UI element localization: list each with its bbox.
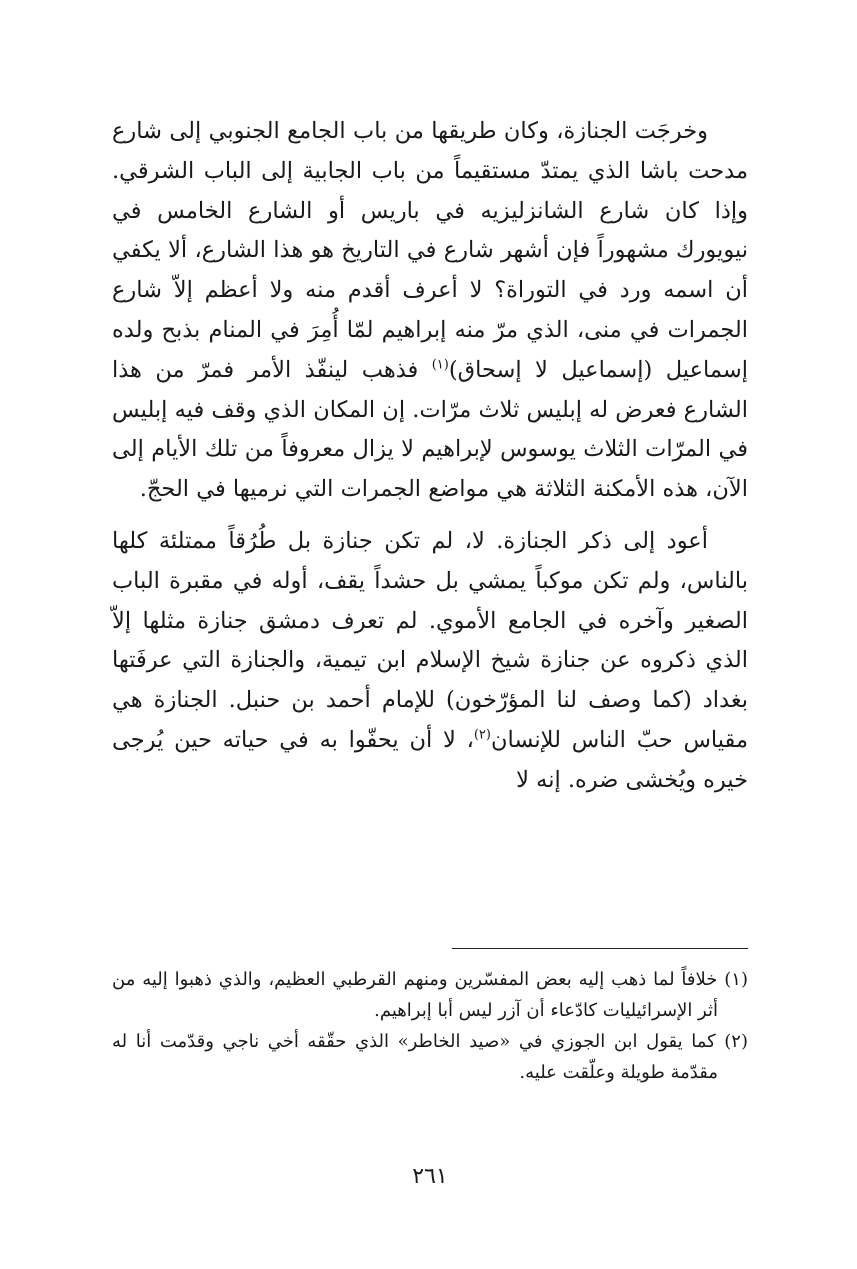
paragraph-2-text: أعود إلى ذكر الجنازة. لا، لم تكن جنازة بل طُرُقاً ممتلئة كلها بالناس، ولم تكن موكباً يمشي بل حشداً يقف، أوله في مقبرة الباب الصغير وآخره في الجامع الأموي. لم تعرف دمشق جنازة مثلها إلاّ الذي ذكروه عن جنازة شيخ الإسلام ابن تيمية، والجنازة التي عرفَتها بغداد (كما وصف لنا المؤرّخون) للإمام أحمد بن حنبل. الجنازة هي مقياس حبّ الناس للإنسان: [112, 527, 748, 753]
book-page: [112, 112, 748, 1212]
paragraph-1-text-cont: فذهب لينفّذ الأمر فمرّ من هذا الشارع فعرض له إبليس ثلاث مرّات. إن المكان الذي وقف فيه إبليس في المرّات الثلاث يوسوس لإبراهيم لا يزال معروفاً من تلك الأيام إلى الآن، هذه الأمكنة الثلاثة هي مواضع الجمرات التي نرميها في الحجّ.: [112, 356, 748, 503]
footnote-ref-1[interactable]: (١): [431, 357, 449, 373]
footnote-ref-2[interactable]: (٢): [473, 727, 491, 743]
body-paragraph-2: [112, 522, 748, 801]
footnote-1: (١) خلافاً لما ذهب إليه بعض المفسّرين ومنهم القرطبي العظيم، والذي ذهبوا إليه من أثر الإسرائيليات كادّعاء أن آزر ليس أبا إبراهيم.: [112, 969, 748, 1021]
footnote-divider: [452, 948, 748, 949]
footnotes-section: [112, 964, 748, 1088]
paragraph-2-text-cont: ، لا أن يحفّوا به في حياته حين يُرجى خيره ويُخشى ضره. إنه لا: [112, 726, 748, 793]
footnote-2: (٢) كما يقول ابن الجوزي في «صيد الخاطر» الذي حقّقه أخي ناجي وقدّمت أنا له مقدّمة طويلة وعلّقت عليه.: [112, 1031, 748, 1083]
body-paragraph-1: [112, 112, 748, 510]
page-number: ٢٦١: [412, 1164, 448, 1189]
paragraph-1-text: وخرجَت الجنازة، وكان طريقها من باب الجامع الجنوبي إلى شارع مدحت باشا الذي يمتدّ مستقيماً من باب الجابية إلى الباب الشرقي. وإذا كان شارع الشانزليزيه في باريس أو الشارع الخامس في نيويورك مشهوراً فإن أشهر شارع في التاريخ هو هذا الشارع، ألا يكفي أن اسمه ورد في التوراة؟ لا أعرف أقدم منه ولا أعظم إلاّ شارع الجمرات في منى، الذي مرّ منه إبراهيم لمّا أُمِرَ في المنام بذبح ولده إسماعيل (إسماعيل لا إسحاق): [112, 118, 748, 383]
